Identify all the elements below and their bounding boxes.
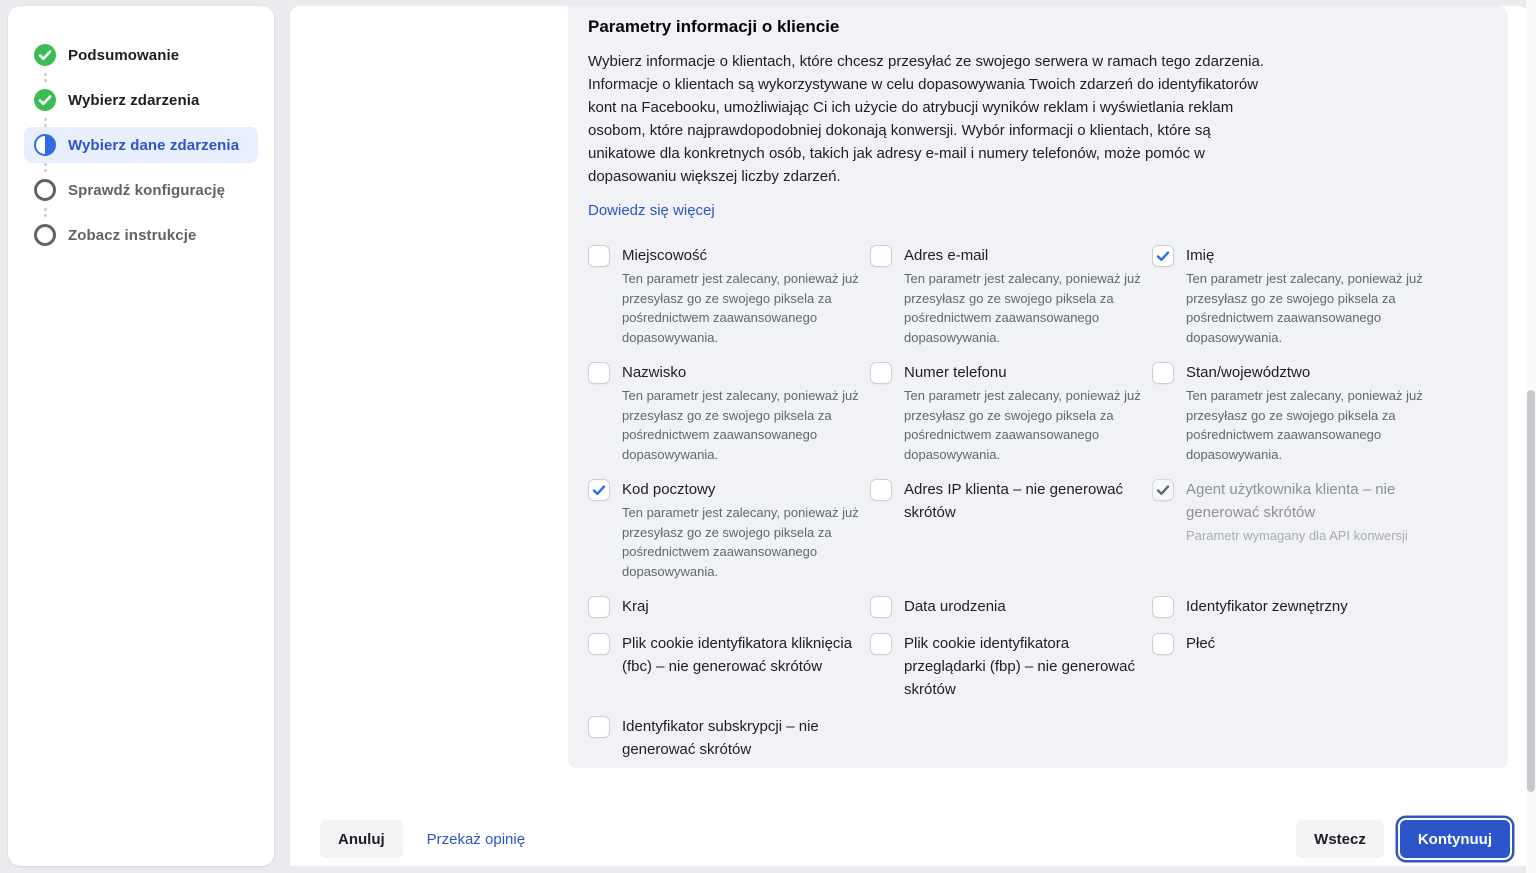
parameter-label: Nazwisko (622, 364, 687, 381)
parameter-note: Parametr wymagany dla API konwersji (1186, 528, 1408, 543)
parameter-text (904, 478, 1152, 524)
parameter-item-plik-cookie-identyfikatora-kliknięcia-fb (588, 632, 870, 701)
checkbox-checked-icon (1152, 479, 1174, 501)
parameter-item-agent-użytkownika-klienta-nie-generować- (1152, 478, 1434, 581)
step-sprawdź-konfigurację[interactable] (24, 172, 258, 208)
parameter-label: Agent użytkownika klienta – nie generować skrótów (1186, 481, 1396, 521)
step-wybierz-zdarzenia[interactable] (24, 82, 258, 118)
parameter-label: Płeć (1186, 635, 1216, 652)
parameter-note: Ten parametr jest zalecany, ponieważ już przesyłasz go ze swojego piksela za pośrednictwem zaawansowanego dopasowywania. (1186, 271, 1423, 345)
checkbox[interactable] (588, 633, 610, 655)
parameter-item-miejscowość (588, 244, 870, 347)
checkbox[interactable] (588, 362, 610, 384)
step-zobacz-instrukcje[interactable] (24, 217, 258, 253)
empty-circle-icon (34, 179, 56, 201)
parameter-item-nazwisko (588, 361, 870, 464)
learn-more-link[interactable]: Dowiedz się więcej (588, 202, 715, 219)
parameter-text (904, 361, 1152, 464)
setup-stepper-sidebar (8, 6, 274, 866)
parameter-text (904, 632, 1152, 701)
parameter-label: Plik cookie identyfikatora kliknięcia (fbc) – nie generować skrótów (622, 635, 853, 675)
checkbox[interactable] (588, 596, 610, 618)
checkbox[interactable] (870, 245, 892, 267)
parameter-label: Identyfikator subskrypcji – nie generować skrótów (622, 718, 819, 758)
step-connector (44, 163, 47, 172)
parameter-label: Adres e-mail (904, 247, 989, 264)
parameter-text (622, 595, 649, 618)
parameter-item-adres-e-mail (870, 244, 1152, 347)
parameter-item-imię (1152, 244, 1434, 347)
scrollbar-track (1526, 0, 1536, 873)
parameter-item-adres-ip-klienta-nie-generować-skrótów (870, 478, 1152, 581)
parameter-note: Ten parametr jest zalecany, ponieważ już przesyłasz go ze swojego piksela za pośrednictwem zaawansowanego dopasowywania. (622, 388, 859, 462)
stepper (8, 6, 274, 253)
parameter-label: Identyfikator zewnętrzny (1186, 598, 1348, 615)
checkbox[interactable] (588, 716, 610, 738)
parameter-label: Adres IP klienta – nie generować skrótów (904, 481, 1124, 521)
checkbox-checked-icon[interactable] (588, 479, 610, 501)
parameter-text (1186, 361, 1434, 464)
parameter-item-kraj (588, 595, 870, 618)
parameter-text (622, 244, 870, 347)
parameter-text (1186, 595, 1348, 618)
continue-button[interactable]: Kontynuuj (1400, 820, 1510, 858)
step-label: Zobacz instrukcje (68, 226, 197, 244)
parameter-note: Ten parametr jest zalecany, ponieważ już przesyłasz go ze swojego piksela za pośrednictwem zaawansowanego dopasowywania. (1186, 388, 1423, 462)
parameter-item-numer-telefonu (870, 361, 1152, 464)
check-circle-icon (34, 89, 56, 111)
parameter-text (622, 361, 870, 464)
half-filled-circle-icon (34, 134, 56, 156)
step-podsumowanie[interactable] (24, 37, 258, 73)
parameter-item-data-urodzenia (870, 595, 1152, 618)
checkbox[interactable] (588, 245, 610, 267)
parameter-label: Data urodzenia (904, 598, 1006, 615)
checkbox-checked-icon[interactable] (1152, 245, 1174, 267)
parameter-item-plik-cookie-identyfikatora-przeglądarki- (870, 632, 1152, 701)
step-label: Sprawdź konfigurację (68, 181, 226, 199)
parameter-label: Imię (1186, 247, 1215, 264)
checkbox[interactable] (1152, 362, 1174, 384)
step-label: Wybierz zdarzenia (68, 91, 200, 109)
step-connector (44, 208, 47, 217)
checkbox[interactable] (870, 633, 892, 655)
step-label: Wybierz dane zdarzenia (68, 136, 240, 154)
checkbox[interactable] (870, 362, 892, 384)
parameters-grid (588, 244, 1488, 761)
parameter-note: Ten parametr jest zalecany, ponieważ już przesyłasz go ze swojego piksela za pośrednictwem zaawansowanego dopasowywania. (904, 271, 1141, 345)
footer-bar (290, 820, 1528, 858)
cancel-button[interactable]: Anuluj (320, 820, 403, 858)
parameter-label: Plik cookie identyfikatora przeglądarki (fbp) – nie generować skrótów (904, 635, 1135, 698)
step-connector (44, 73, 47, 82)
parameter-item-kod-pocztowy (588, 478, 870, 581)
parameter-text (622, 632, 870, 678)
parameter-text (622, 478, 870, 581)
parameter-item-identyfikator-zewnętrzny (1152, 595, 1434, 618)
parameter-label: Numer telefonu (904, 364, 1007, 381)
checkbox[interactable] (870, 596, 892, 618)
checkbox[interactable] (870, 479, 892, 501)
step-wybierz-dane-zdarzenia[interactable] (24, 127, 258, 163)
parameter-item-stan-województwo (1152, 361, 1434, 464)
parameter-text (1186, 244, 1434, 347)
parameter-item-płeć (1152, 632, 1434, 701)
parameter-label: Kod pocztowy (622, 481, 716, 498)
back-button[interactable]: Wstecz (1296, 820, 1384, 858)
parameter-text (904, 595, 1006, 618)
page-title: Parametry informacji o kliencie (588, 17, 840, 36)
parameter-note: Ten parametr jest zalecany, ponieważ już przesyłasz go ze swojego piksela za pośrednictwem zaawansowanego dopasowywania. (622, 271, 859, 345)
parameter-text (904, 244, 1152, 347)
check-circle-icon (34, 44, 56, 66)
feedback-link[interactable]: Przekaż opinię (426, 830, 526, 848)
parameter-text (622, 715, 870, 761)
empty-circle-icon (34, 224, 56, 246)
parameter-text (1186, 632, 1215, 655)
scrollbar-thumb[interactable] (1527, 390, 1535, 792)
parameter-text (1186, 478, 1434, 546)
parameter-note: Ten parametr jest zalecany, ponieważ już przesyłasz go ze swojego piksela za pośrednictwem zaawansowanego dopasowywania. (904, 388, 1141, 462)
section-description: Wybierz informacje o klientach, które chcesz przesyłać ze swojego serwera w ramach tego zdarzenia. Informacje o klientach są wykorzystywane w celu dopasowywania Twoich zdarzeń do identyfikatorów kont na Facebooku, umożliwiając Ci ich użycie do atrybucji wyników reklam i wyświetlania reklam osobom, które najprawdopodobniej dokonają konwersji. Wybór informacji o klientach, które są unikatowe dla konkretnych osób, takich jak adresy e-mail i numery telefonów, może pomóc w dopasowaniu większej liczby zdarzeń. (588, 53, 1264, 185)
parameter-item-identyfikator-subskrypcji-nie-generować- (588, 715, 870, 761)
parameter-note: Ten parametr jest zalecany, ponieważ już przesyłasz go ze swojego piksela za pośrednictwem zaawansowanego dopasowywania. (622, 505, 859, 579)
main-panel (290, 6, 1528, 866)
checkbox[interactable] (1152, 633, 1174, 655)
step-connector (44, 118, 47, 127)
parameter-label: Kraj (622, 598, 649, 615)
step-label: Podsumowanie (68, 46, 180, 64)
parameter-label: Stan/województwo (1186, 364, 1311, 381)
parameter-label: Miejscowość (622, 247, 708, 264)
checkbox[interactable] (1152, 596, 1174, 618)
customer-parameters-section (568, 6, 1508, 768)
